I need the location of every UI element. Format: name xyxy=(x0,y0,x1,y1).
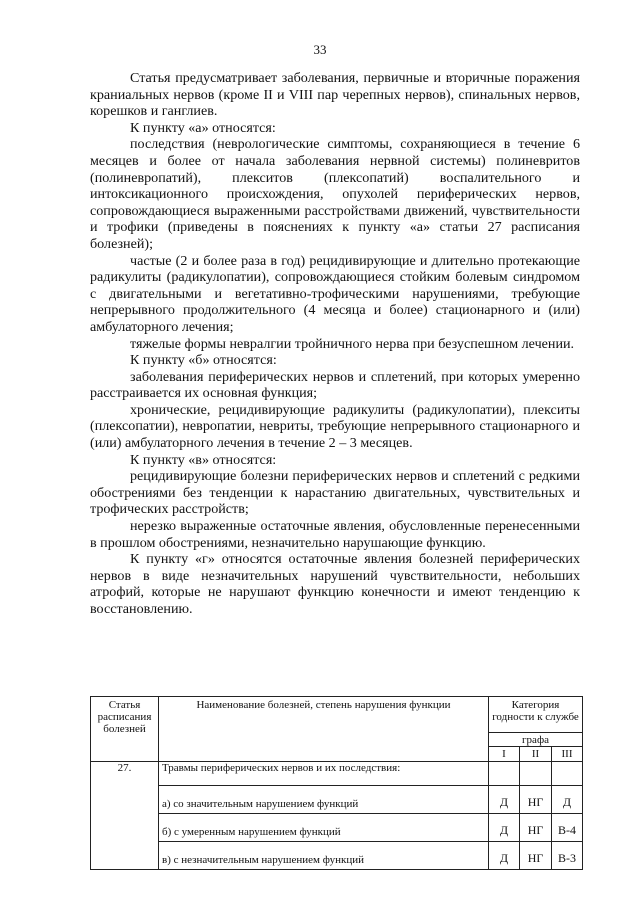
page-number: 33 xyxy=(313,42,327,57)
diseases-table xyxy=(90,696,583,870)
body-text xyxy=(90,70,580,618)
paragraph: К пункту «г» относятся остаточные явления болезней периферических нервов в виде незначительных нарушений чувствительности, небольших атрофий, которые не нарушают функцию конечности и имеют тенденцию к восстановлению. xyxy=(90,551,580,617)
table-cell-cat3: В-3 xyxy=(552,842,583,870)
paragraph: частые (2 и более раза в год) рецидивирующие и длительно протекающие радикулиты (радикулопатии), сопровождающиеся стойким болевым синдромом с двигательными и вегетативно-трофическими нарушениями, требующие непрерывного продолжительного (4 месяца и более) стационарного и (или) амбулаторного лечения; xyxy=(90,252,580,335)
paragraph: К пункту «б» относятся: xyxy=(130,352,277,369)
header-col-1: I xyxy=(489,747,520,762)
table-cell-cat2: НГ xyxy=(520,786,552,814)
table-cell-cat2: НГ xyxy=(520,842,552,870)
paragraph: К пункту «в» относятся: xyxy=(130,451,277,468)
header-name: Наименование болезней, степень нарушения функции xyxy=(159,697,489,762)
header-col-3: III xyxy=(552,747,583,762)
table-row-heading: Травмы периферических нервов и их последствия: xyxy=(159,762,489,786)
table-cell-cat3: Д xyxy=(552,786,583,814)
table-cell-cat1: Д xyxy=(489,814,520,842)
header-category: Категория годности к службе xyxy=(489,697,583,733)
paragraph: тяжелые формы невралгии тройничного нерва при безуспешном лечении. xyxy=(130,335,575,352)
paragraph: К пункту «а» относятся: xyxy=(130,119,276,136)
header-col-2: II xyxy=(520,747,552,762)
header-graph: графа xyxy=(489,733,583,747)
paragraph: хронические, рецидивирующие радикулиты (радикулопатии), плекситы (плексопатии), невропатии, невриты, требующие непрерывного стационарного и (или) амбулаторного лечения в течение 2 – 3 месяцев. xyxy=(90,401,580,452)
header-article: Статья расписания болезней xyxy=(91,697,159,762)
article-number: 27. xyxy=(91,762,159,870)
paragraph: Статья предусматривает заболевания, первичные и вторичные поражения краниальных нервов (кроме II и VIII пар черепных нервов), спинальных нервов, корешков и ганглиев. xyxy=(90,70,580,120)
paragraph: последствия (неврологические симптомы, сохраняющиеся в течение 6 месяцев и более от начала заболевания нервной системы) полиневритов (полиневропатий), плекситов (плексопатий) воспалительного и интоксикационного происхождения, опухолей периферических нервов, сопровождающиеся выраженными расстройствами движений, чувствительности и трофики (приведены в пояснениях к пункту «а» статьи 27 расписания болезней); xyxy=(90,136,580,252)
table-row-name: б) с умеренным нарушением функций xyxy=(159,814,489,842)
paragraph: заболевания периферических нервов и сплетений, при которых умеренно расстраивается их основная функция; xyxy=(90,368,580,402)
table-cell-cat3: В-4 xyxy=(552,814,583,842)
table-row-name: в) с незначительным нарушением функций xyxy=(159,842,489,870)
table-cell-cat2: НГ xyxy=(520,814,552,842)
table-cell-cat1: Д xyxy=(489,786,520,814)
paragraph: рецидивирующие болезни периферических нервов и сплетений с редкими обострениями без тенденции к нарастанию двигательных, чувствительных и трофических расстройств; xyxy=(90,468,580,518)
paragraph: нерезко выраженные остаточные явления, обусловленные перенесенными в прошлом обострениями, незначительно нарушающие функцию. xyxy=(90,518,580,551)
table-row-name: а) со значительным нарушением функций xyxy=(159,786,489,814)
table-cell-cat1: Д xyxy=(489,842,520,870)
